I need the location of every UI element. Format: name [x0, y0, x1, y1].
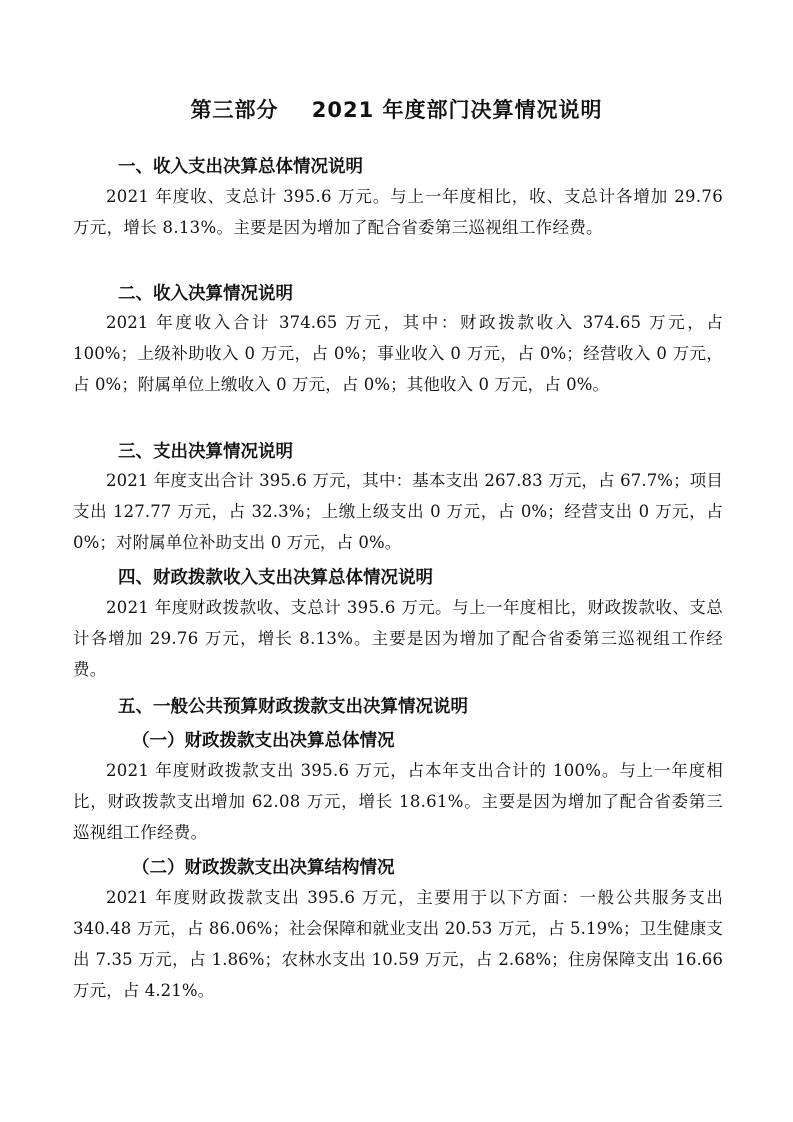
section-body-3: 2021 年度支出合计 395.6 万元，其中：基本支出 267.83 万元，占 67.7%；项目支出 127.77 万元，占 32.3%；上缴上级支出 0 万元，占 0%；经营支出 0 万元，占 0%；对附属单位补助支出 0 万元，占 0%。: [73, 471, 723, 552]
subsection-heading-1: （一）财政拨款支出决算总体情况: [132, 731, 395, 751]
subsection-body-1: 2021 年度财政拨款支出 395.6 万元，占本年支出合计的 100%。与上一年度相比，财政拨款支出增加 62.08 万元，增长 18.61%。主要是因为增加了配合省委第三巡视组工作经费。: [73, 761, 723, 842]
section-body-4: 2021 年度财政拨款收、支总计 395.6 万元。与上一年度相比，财政拨款收、支总计各增加 29.76 万元，增长 8.13%。主要是因为增加了配合省委第三巡视组工作经费。: [73, 598, 723, 679]
section-heading-2: 二、收入决算情况说明: [118, 284, 293, 304]
section-heading-1: 一、收入支出决算总体情况说明: [118, 157, 363, 177]
section-heading-4: 四、财政拨款收入支出决算总体情况说明: [118, 568, 433, 588]
subsection-heading-2: （二）财政拨款支出决算结构情况: [132, 858, 395, 878]
section-heading-5: 五、一般公共预算财政拨款支出决算情况说明: [118, 697, 468, 717]
subsection-body-2: 2021 年度财政拨款支出 395.6 万元，主要用于以下方面：一般公共服务支出 340.48 万元，占 86.06%；社会保障和就业支出 20.53 万元，占 5.19%；卫生健康支出 7.35 万元，占 1.86%；农林水支出 10.59 万元，占 2.68%；住房保障支出 16.66 万元，占 4.21%。: [73, 888, 723, 1000]
page-title: 第三部分 2021 年度部门决算情况说明: [190, 98, 603, 122]
section-body-2: 2021 年度收入合计 374.65 万元，其中：财政拨款收入 374.65 万元，占 100%；上级补助收入 0 万元，占 0%；事业收入 0 万元，占 0%；经营收入 0 万元，占 0%；附属单位上缴收入 0 万元，占 0%；其他收入 0 万元，占 0%。: [73, 313, 723, 394]
section-body-1: 2021 年度收、支总计 395.6 万元。与上一年度相比，收、支总计各增加 29.76 万元，增长 8.13%。主要是因为增加了配合省委第三巡视组工作经费。: [73, 187, 723, 237]
section-heading-3: 三、支出决算情况说明: [118, 442, 293, 462]
